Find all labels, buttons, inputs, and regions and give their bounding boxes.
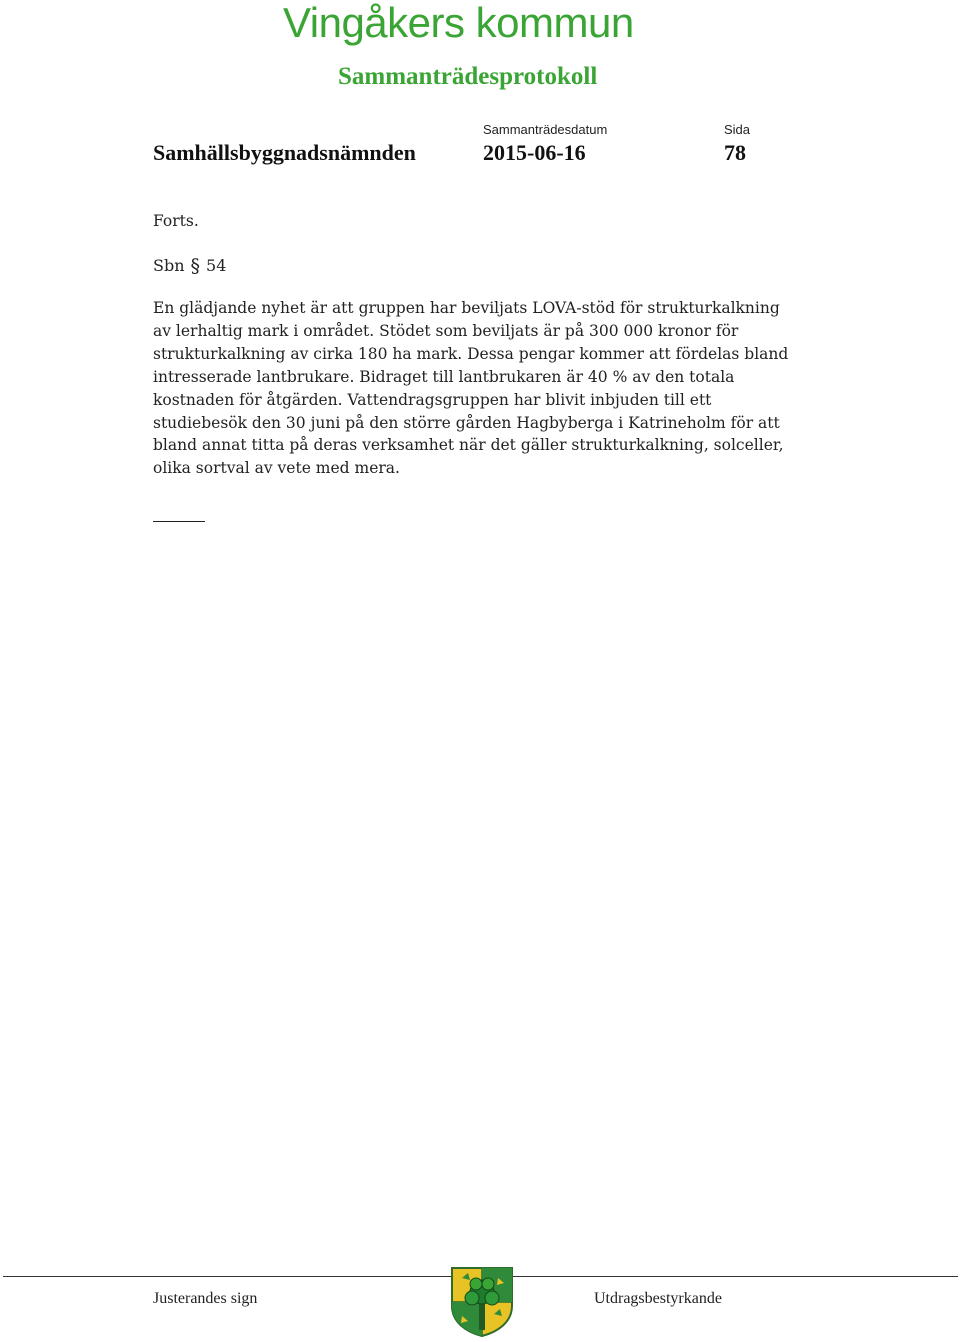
paragraph-line: En glädjande nyhet är att gruppen har beviljats LOVA-stöd för strukturkalkning: [153, 299, 780, 317]
utdragsbestyrkande-label: Utdragsbestyrkande: [594, 1290, 722, 1307]
section-symbol: §: [190, 255, 201, 278]
coat-of-arms-icon: [450, 1266, 514, 1338]
paragraph-line: kostnaden för åtgärden. Vattendragsgruppen har blivit inbjuden till ett: [153, 390, 712, 409]
document-type: Sammanträdesprotokoll: [338, 63, 598, 90]
section-paragraph: [153, 297, 813, 480]
paragraph-line: av lerhaltig mark i området. Stödet som beviljats är på 300 000 kronor för: [153, 321, 739, 340]
paragraph-line: strukturkalkning av cirka 180 ha mark. Dessa pengar kommer att fördelas bland: [153, 344, 789, 363]
board-name: Samhällsbyggnadsnämnden: [153, 140, 416, 165]
section-number: 54: [206, 256, 227, 275]
continued-label: Forts.: [153, 212, 199, 230]
page-number: 78: [724, 140, 746, 165]
meeting-date-label: Sammanträdesdatum: [483, 122, 608, 137]
municipality-name: Vingåkers kommun: [283, 0, 634, 46]
section-end-rule: [153, 521, 205, 522]
justerandes-sign-label: Justerandes sign: [153, 1290, 258, 1307]
coat-of-arms-logo: [450, 1266, 514, 1338]
paragraph-line: bland annat titta på deras verksamhet när det gäller strukturkalkning, solceller,: [153, 436, 784, 455]
section-heading: [153, 255, 226, 278]
paragraph-line: intresserade lantbrukare. Bidraget till lantbrukaren är 40 % av den totala: [153, 367, 735, 386]
meeting-date: 2015-06-16: [483, 140, 586, 165]
page-label: Sida: [724, 122, 751, 137]
paragraph-line: studiebesök den 30 juni på den större gården Hagbyberga i Katrineholm för att: [153, 413, 780, 432]
section-prefix: Sbn: [153, 256, 185, 275]
paragraph-line: olika sortval av vete med mera.: [153, 459, 400, 478]
